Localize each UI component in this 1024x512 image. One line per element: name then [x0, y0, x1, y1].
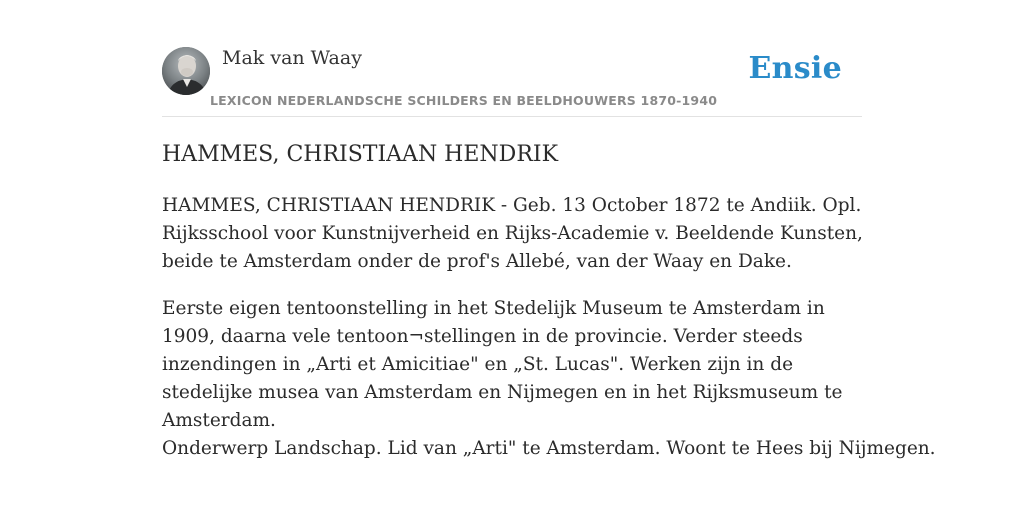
article-title: HAMMES, CHRISTIAAN HENDRIK: [162, 142, 559, 167]
page: [162, 0, 936, 459]
avatar[interactable]: [162, 47, 210, 95]
article-paragraph-2: Eerste eigen tentoonstelling in het Stedelijk Museum te Amsterdam in 1909, daarna vele tentoon¬stellingen in de provincie. Verder steeds inzendingen in „Arti et Amicitiae" en „St. Lucas". Werken zijn in de stedelijke musea van Amsterdam en Nijmegen en in het Rijksmuseum te Amsterdam.: [162, 298, 843, 431]
header: [162, 0, 862, 117]
brand-logo[interactable]: Ensie: [748, 51, 842, 86]
article-paragraph-3: Onderwerp Landschap. Lid van „Arti" te Amsterdam. Woont te Hees bij Nijmegen.: [162, 438, 936, 459]
article-paragraph-1: HAMMES, CHRISTIAAN HENDRIK - Geb. 13 October 1872 te Andiik. Opl. Rijksschool voor Kunstnijverheid en Rijks-Academie v. Beeldende Kunsten, beide te Amsterdam onder de prof's Allebé, van der Waay en Dake.: [162, 195, 863, 272]
portrait-photo-icon: [162, 47, 210, 95]
source-title[interactable]: LEXICON NEDERLANDSCHE SCHILDERS EN BEELDHOUWERS 1870-1940: [210, 93, 718, 108]
author-name[interactable]: Mak van Waay: [222, 47, 362, 69]
